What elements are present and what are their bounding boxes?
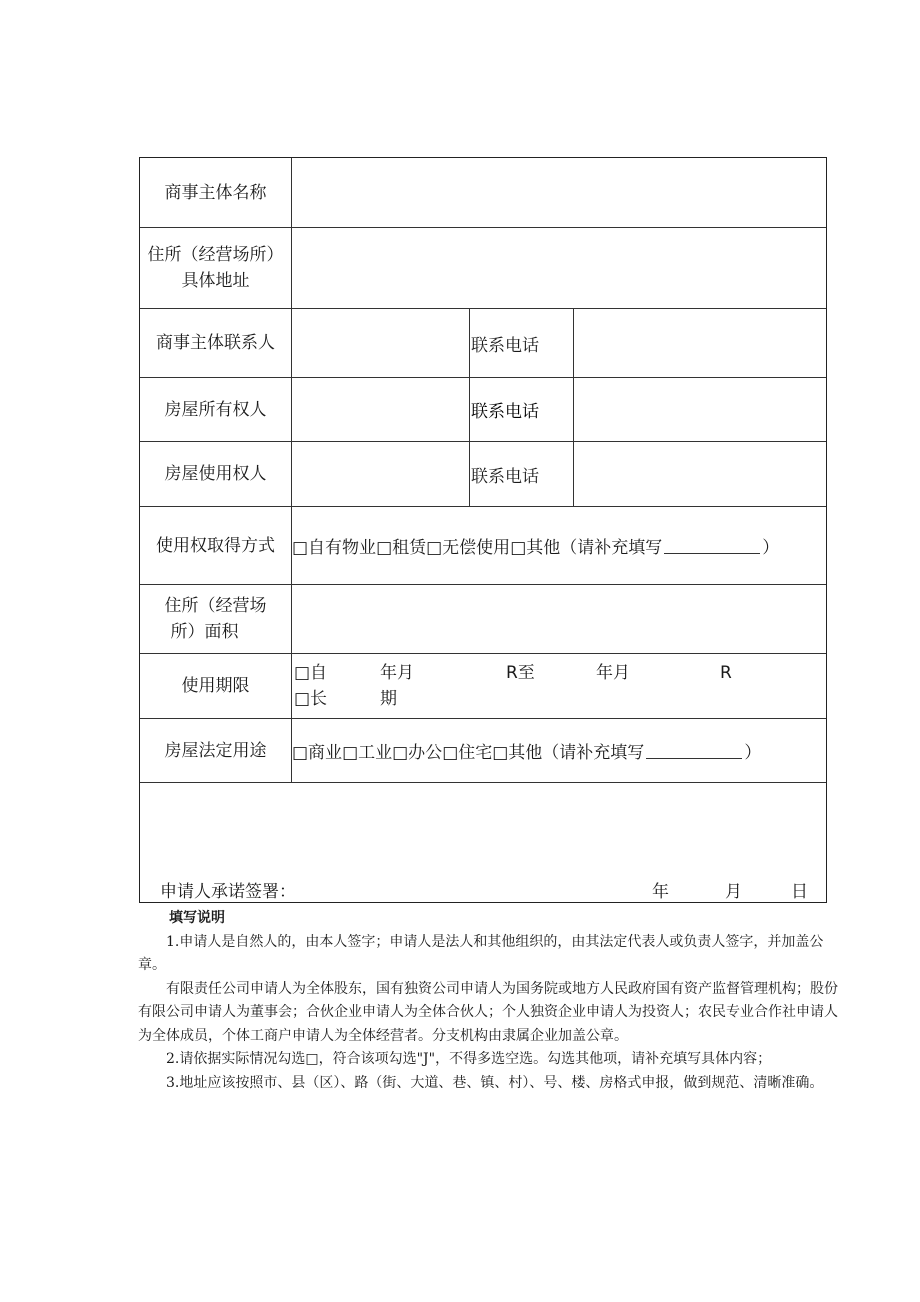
date-day-label: 日 [791,882,808,902]
instruction-2: 2.请依据实际情况勾选□，符合该项勾选"J"，不得多选空选。勾选其他项，请补充填写具体内容； [166,1051,772,1067]
address-field[interactable] [292,228,826,308]
period-long-label: 期 [380,689,397,709]
acquire-option-free[interactable]: □无偿使用 [426,538,511,558]
period-label: 使用期限 [181,676,250,696]
entity-name-field[interactable] [292,158,826,227]
entity-name-label: 商事主体名称 [164,182,267,203]
user-field[interactable] [292,442,469,506]
signature-label: 申请人承诺签署： [160,882,296,902]
usage-option-commercial[interactable]: □商业 [292,743,343,763]
contact-phone-label: 联系电话 [471,335,539,356]
period-long-checkbox[interactable]: □长 [294,689,328,709]
usage-options [292,719,826,782]
address-label-line2: 具体地址 [181,271,250,291]
contact-field[interactable] [292,309,469,377]
instruction-applicants: 有限责任公司申请人为全体股东，国有独资公司申请人为国务院或地方人民政府国有资产监督管理机构；股份有限公司申请人为董事会；合伙企业申请人为全体合伙人；个人独资企业申请人为投资人；农民专业合作社申请人为全体成员，个体工商户申请人为全体经营者。分支机构由隶属企业加盖公章。 [138,980,838,1044]
filling-instructions [138,907,838,1095]
period-to-day: R [720,663,732,683]
acquire-option-lease[interactable]: □租赁 [376,538,427,558]
owner-phone-label: 联系电话 [471,402,539,422]
user-phone-field[interactable] [574,442,826,506]
instruction-1: 1.申请人是自然人的，由本人签字；申请人是法人和其他组织的，由其法定代表人或负责人签字，并加盖公章。 [138,933,824,973]
usage-option-other[interactable]: □其他（请补充填写 [492,743,645,763]
user-label: 房屋使用权人 [164,464,267,484]
owner-label: 房屋所有权人 [164,399,267,420]
date-month-label: 月 [725,882,742,902]
usage-close-paren: ） [744,743,762,763]
acquire-close-paren: ） [762,538,780,558]
acquire-method-label: 使用权取得方式 [156,535,275,556]
contact-label: 商事主体联系人 [156,333,275,353]
address-label [140,228,291,308]
usage-option-office[interactable]: □办公 [392,743,443,763]
contact-phone-field[interactable] [574,309,826,377]
instructions-title: 填写说明 [169,910,225,926]
area-field[interactable] [292,585,826,653]
period-to-label: R至 [506,663,535,683]
acquire-option-other[interactable]: □其他（请补充填写 [510,538,663,558]
area-label-line1: 住所（经营场 [164,596,267,616]
address-label-line1: 住所（经营场所） [147,245,284,265]
user-phone-label: 联系电话 [471,466,539,487]
period-from-checkbox[interactable]: □自 [294,663,328,683]
area-label-line2: 所）面积 [170,622,239,642]
period-from-date: 年月 [380,663,414,683]
period-field [292,654,826,718]
usage-other-blank[interactable] [646,742,742,759]
usage-option-residential[interactable]: □住宅 [442,743,493,763]
commitment-form [139,157,827,903]
signature-area[interactable] [140,783,826,902]
period-to-date: 年月 [596,663,630,683]
date-year-label: 年 [652,882,669,902]
owner-field[interactable] [292,378,469,441]
acquire-method-options [292,507,826,584]
column-divider [469,308,470,506]
area-label [140,585,291,653]
acquire-option-own[interactable]: □自有物业 [292,538,377,558]
owner-phone-field[interactable] [574,378,826,441]
usage-label: 房屋法定用途 [164,740,267,761]
acquire-other-blank[interactable] [664,537,760,554]
instruction-3: 3.地址应该按照市、县（区）、路（街、大道、巷、镇、村）、号、楼、房格式申报，做到规范、清晰准确。 [166,1074,824,1091]
usage-option-industrial[interactable]: □工业 [342,743,393,763]
